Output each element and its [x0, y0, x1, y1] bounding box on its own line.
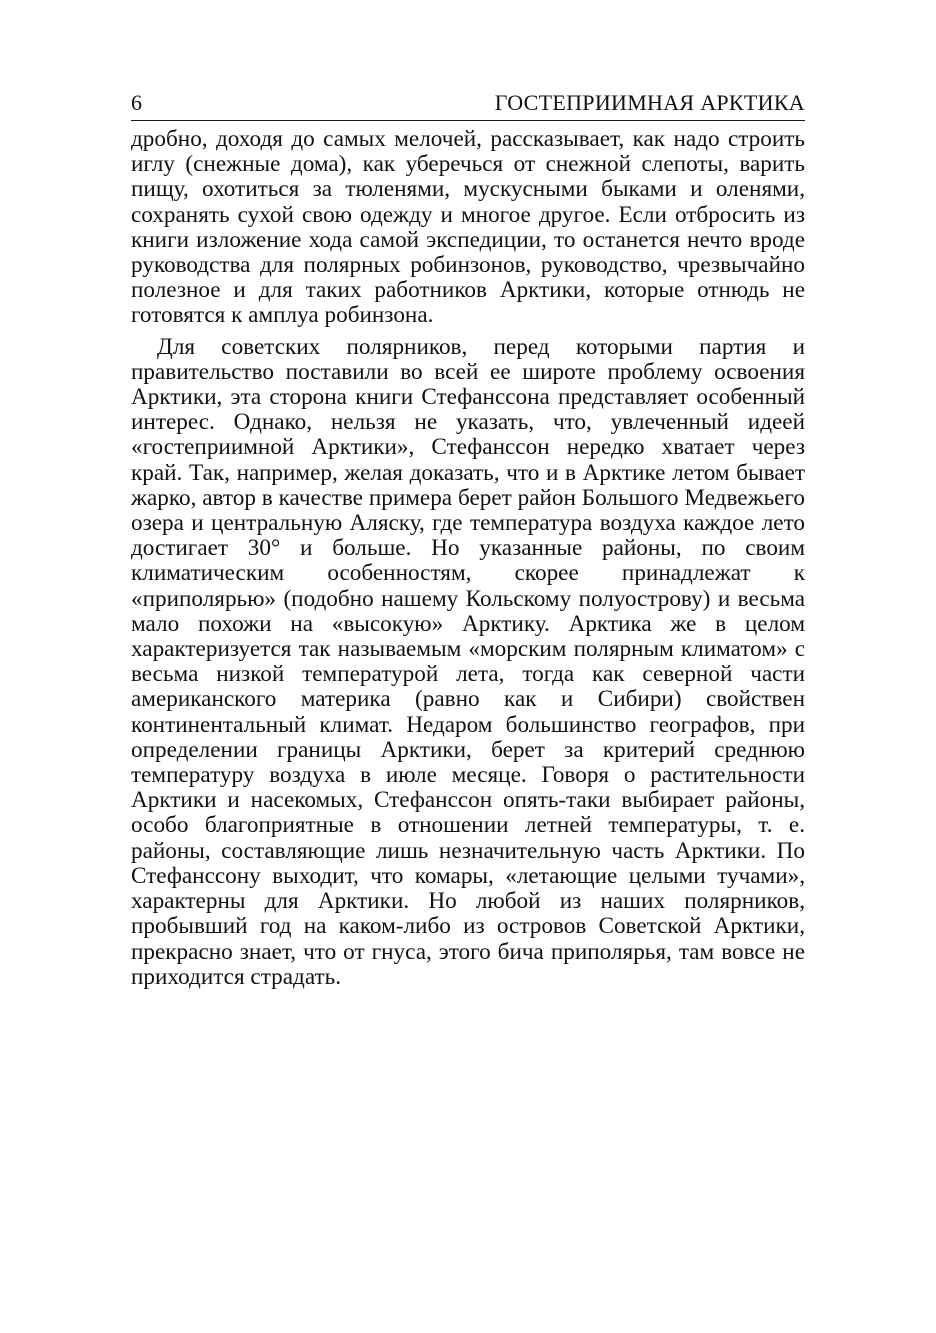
paragraph-soviet-polar: Для советских полярников, перед которыми партия и правительство поставили во всей ее широте проблему освоения Арктики, эта сторона книги Стефанссона представляет особенный интерес. Однако, нельзя не указать, что, увлеченный идеей «гостеприимной Арктики», Стефанссон нередко хватает через край. Так, например, желая доказать, что и в Арктике летом бывает жарко, автор в качестве примера берет район Большого Медвежьего озера и центральную Аляску, где температура воздуха каждое лето достигает 30° и больше. Но указанные районы, по своим климатическим особенностям, скорее принадлежат к «приполярью» (подобно нашему Кольскому полуострову) и весьма мало похожи на «высокую» Арктику. Арктика же в целом характеризуется так называемым «морским полярным климатом» с весьма низкой температурой лета, тогда как северной части американского материка (равно как и Сибири) свойствен континентальный климат. Недаром большинство географов, при определении границы Арктики, берет за критерий среднюю температуру воздуха в июле месяце. Говоря о растительности Арктики и насекомых, Стефанссон опять-таки выбирает районы, особо благоприятные в отношении летней температуры, т. е. районы, составляющие лишь незначительную часть Арктики. По Стефанссону выходит, что комары, «летающие целыми тучами», характерны для Арктики. Но любой из наших полярников, пробывший год на каком-либо из островов Советской Арктики, прекрасно знает, что от гнуса, этого бича приполярья, там вовсе не приходится страдать.	[131, 333, 805, 990]
running-head	[131, 88, 805, 121]
body-text	[131, 127, 805, 990]
page-number: 6	[131, 90, 142, 115]
paragraph-continued: дробно, доходя до самых мелочей, рассказывает, как надо строить иглу (снежные дома), как уберечься от снежной слепоты, варить пищу, охотиться за тюленями, мускусными быками и оленями, сохранять сухой свою одежду и многое другое. Если отбросить из книги изложение хода самой экспедиции, то останется нечто вроде руководства для полярных робинзонов, руководство, чрезвычайно полезное и для таких работников Арктики, которые отнюдь не готовятся к амплуа робинзона.	[131, 126, 805, 329]
book-page	[131, 88, 805, 990]
running-title: ГОСТЕПРИИМНАЯ АРКТИКА	[494, 90, 805, 115]
